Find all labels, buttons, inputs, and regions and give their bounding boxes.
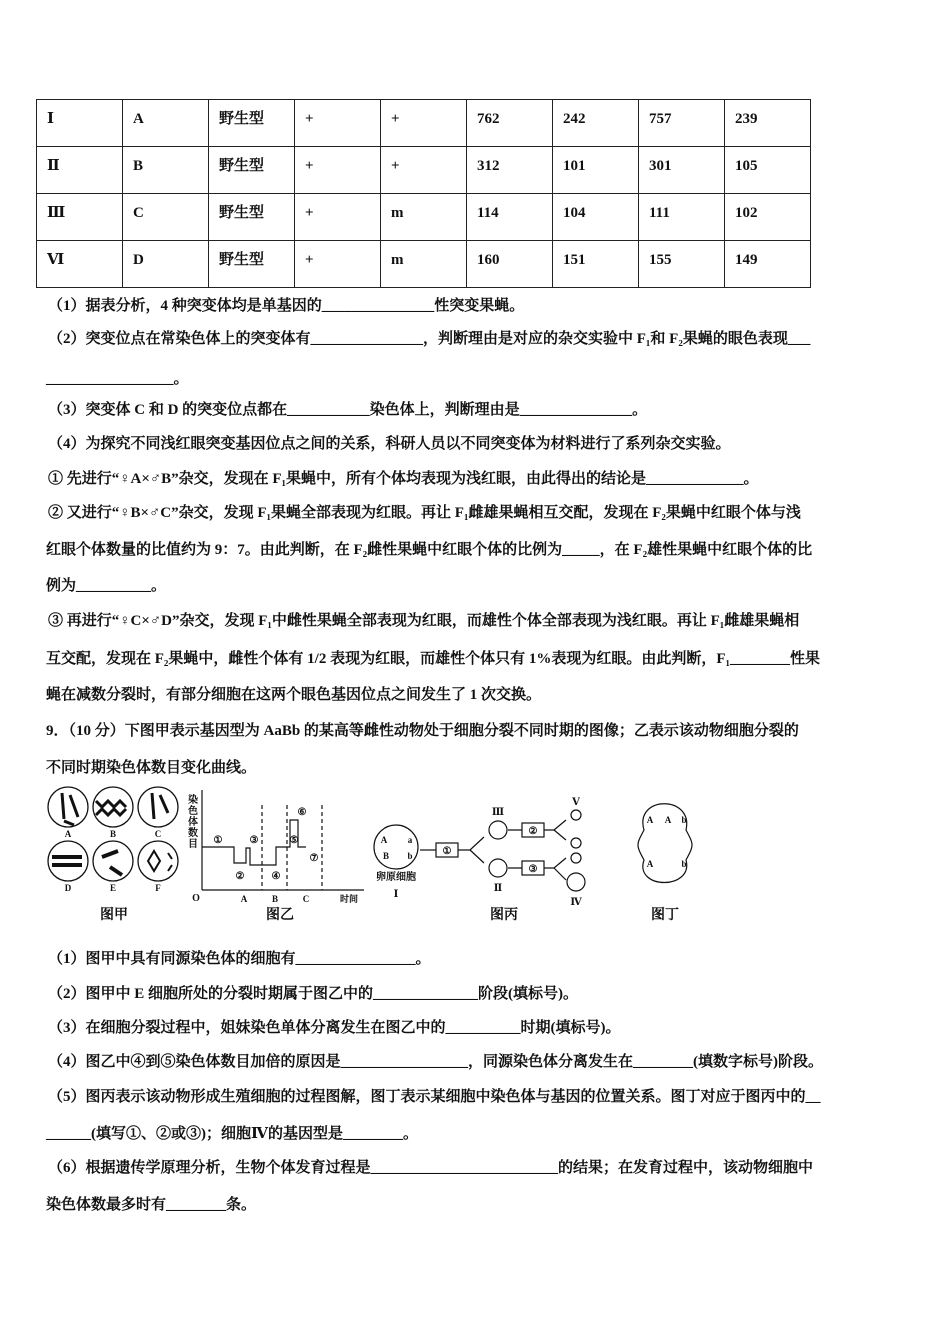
figure-label: A [64, 829, 72, 839]
question-line: ______(填写①、②或③)；细胞Ⅳ的基因型是________。 [46, 1126, 419, 1142]
figure-label: 目 [188, 839, 198, 850]
table-cell: 114 [467, 194, 553, 241]
table-cell: Ⅰ [37, 100, 123, 147]
table-cell: + [381, 100, 467, 147]
table-cell: 155 [639, 241, 725, 288]
table-cell: D [123, 241, 209, 288]
text-line: 蝇在减数分裂时，有部分细胞在这两个眼色基因位点之间发生了 1 次交换。 [46, 687, 542, 703]
table-cell: + [295, 147, 381, 194]
table-cell: 301 [639, 147, 725, 194]
question-line: （4）图乙中④到⑤染色体数目加倍的原因是_________________，同源染色体分离发生在________(填数字标号)阶段。 [48, 1054, 823, 1070]
table-row [37, 241, 811, 288]
figure-label: ⑤ [289, 835, 299, 846]
table-cell: + [295, 194, 381, 241]
figure-label: ③ [528, 864, 538, 875]
question-line: 染色体数最多时有________条。 [46, 1197, 257, 1213]
figure-label: ⑦ [309, 853, 319, 864]
table-cell: Ⅵ [37, 241, 123, 288]
figure-label: B [271, 894, 279, 904]
figure-label: 染 [188, 795, 198, 806]
text-line: 红眼个体数量的比值约为 9：7。由此判断，在 F₂雌性果蝇中红眼个体的比例为_____，在 F₂雄性果蝇中红眼个体的比 [46, 542, 813, 558]
table-cell: Ⅲ [37, 194, 123, 241]
figure-label: 图丁 [651, 908, 679, 923]
figure-label: 时间 [339, 894, 359, 904]
table-cell: 312 [467, 147, 553, 194]
figure-label: Ⅴ [572, 797, 580, 808]
figure-label: 卵原细胞 [376, 872, 416, 883]
table-cell: 105 [725, 147, 811, 194]
text-line: （3）突变体 C 和 D 的突变位点都在___________染色体上，判断理由是_______________。 [48, 402, 648, 418]
figure-label: C [154, 829, 162, 839]
figure-label: A [646, 859, 654, 869]
text-line: ① 先进行“♀A×♂B”杂交，发现在 F₁果蝇中，所有个体均表现为浅红眼，由此得出的结论是_____________。 [48, 471, 759, 487]
figure-label: F [155, 883, 161, 893]
table-cell: 野生型 [209, 100, 295, 147]
table-cell: C [123, 194, 209, 241]
text-line: 不同时期染色体数目变化曲线。 [46, 760, 257, 776]
figure-label: A [240, 894, 248, 904]
table-cell: 101 [553, 147, 639, 194]
figure-label: 数 [188, 828, 198, 839]
figure-label: B [109, 829, 117, 839]
figure-label: b [681, 815, 687, 825]
table-row [37, 100, 811, 147]
figure-label: ③ [249, 835, 259, 846]
table-cell: B [123, 147, 209, 194]
table-cell: 149 [725, 241, 811, 288]
figure-label: b [407, 851, 413, 861]
figure-label: b [681, 859, 687, 869]
data-table [36, 99, 811, 288]
figure [44, 785, 704, 935]
text-line: （2）突变位点在常染色体上的突变体有_______________，判断理由是对应的杂交实验中 F₁和 F₂果蝇的眼色表现___ [48, 331, 811, 347]
question-line: （3）在细胞分裂过程中，姐妹染色单体分离发生在图乙中的__________时期(填标号)。 [48, 1020, 621, 1036]
figure-label: O [192, 893, 200, 904]
table-row [37, 147, 811, 194]
figure-label: 图乙 [266, 908, 294, 923]
figure-label: D [64, 883, 72, 893]
question-line: （5）图丙表示该动物形成生殖细胞的过程图解，图丁表示某细胞中染色体与基因的位置关系。图丁对应于图丙中的__ [48, 1089, 821, 1105]
text-line: _________________。 [46, 371, 189, 387]
text-line: 9．（10 分）下图甲表示基因型为 AaBb 的某高等雌性动物处于细胞分裂不同时期的图像；乙表示该动物细胞分裂的 [46, 723, 799, 739]
table-cell: 111 [639, 194, 725, 241]
text-line: （4）为探究不同浅红眼突变基因位点之间的关系，科研人员以不同突变体为材料进行了系列杂交实验。 [48, 436, 731, 452]
figure-label: 图甲 [100, 908, 128, 923]
table-cell: 野生型 [209, 147, 295, 194]
figure-label: Ⅰ [393, 889, 399, 900]
table-cell: 757 [639, 100, 725, 147]
text-line: 互交配，发现在 F₂果蝇中，雌性个体有 1/2 表现为红眼，而雄性个体只有 1%表现为红眼。由此判断，F₁________性果 [46, 651, 820, 667]
figure-label: ⑥ [297, 807, 307, 818]
figure-label: ① [213, 835, 223, 846]
figure-label: Ⅱ [493, 883, 503, 894]
figure-label: A [646, 815, 654, 825]
figure-label: C [302, 894, 310, 904]
question-line: （2）图甲中 E 细胞所处的分裂时期属于图乙中的______________阶段(填标号)。 [48, 986, 578, 1002]
table-cell: + [381, 147, 467, 194]
table-cell: 野生型 [209, 241, 295, 288]
table-cell: A [123, 100, 209, 147]
table-cell: 104 [553, 194, 639, 241]
figure-label: ② [235, 871, 245, 882]
figure-label: ① [442, 846, 452, 857]
question-line: （6）根据遗传学原理分析，生物个体发育过程是_________________________的结果；在发育过程中，该动物细胞中 [48, 1160, 814, 1176]
table-cell: 151 [553, 241, 639, 288]
table-cell: + [295, 100, 381, 147]
table-cell: m [381, 241, 467, 288]
figure-label: 体 [188, 817, 198, 828]
figure-label: B [382, 851, 390, 861]
text-line: 例为__________。 [46, 578, 167, 594]
table-row [37, 194, 811, 241]
text-line: ② 又进行“♀B×♂C”杂交，发现 F₁果蝇全部表现为红眼。再让 F₁雌雄果蝇相互交配，发现在 F₂果蝇中红眼个体与浅 [48, 505, 801, 521]
figure-label: Ⅲ [491, 807, 505, 818]
text-line: （1）据表分析，4 种突变体均是单基因的_______________性突变果蝇。 [48, 298, 525, 314]
table-cell: 102 [725, 194, 811, 241]
figure-label: Ⅳ [570, 897, 582, 908]
table-cell: 野生型 [209, 194, 295, 241]
figure-label: ② [528, 826, 538, 837]
table-cell: 762 [467, 100, 553, 147]
table-cell: 242 [553, 100, 639, 147]
table-cell: + [295, 241, 381, 288]
figure-label: a [407, 835, 413, 845]
text-line: ③ 再进行“♀C×♂D”杂交，发现 F₁中雌性果蝇全部表现为红眼，而雄性个体全部表现为浅红眼。再让 F₁雌雄果蝇相 [48, 613, 800, 629]
figure-yi [202, 790, 364, 890]
figure-label: E [109, 883, 117, 893]
figure-label: A [380, 835, 388, 845]
table-cell: m [381, 194, 467, 241]
table-cell: 160 [467, 241, 553, 288]
figure-label: ④ [271, 871, 281, 882]
table-cell: Ⅱ [37, 147, 123, 194]
question-line: （1）图甲中具有同源染色体的细胞有________________。 [48, 951, 431, 967]
figure-label: A [664, 815, 672, 825]
figure-label: 色 [188, 806, 198, 817]
figure-label: 图丙 [490, 908, 518, 923]
table-cell: 239 [725, 100, 811, 147]
